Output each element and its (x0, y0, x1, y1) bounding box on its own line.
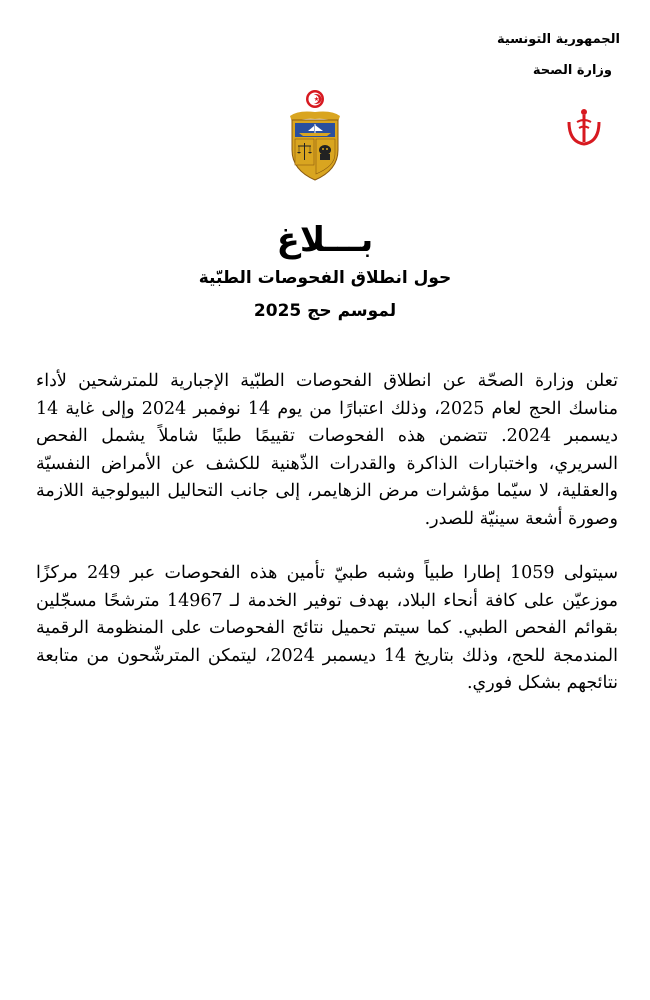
announcement-season: لموسم حج 2025 (253, 301, 397, 321)
republic-name: الجمهورية التونسية (496, 32, 620, 47)
announcement-subtitle: حول انطلاق الفحوصات الطبّية (198, 268, 452, 288)
body-paragraph-2: سيتولى 1059 إطارا طبياً وشبه طبيّ تأمين هذه الفحوصات عبر 249 مركزًا موزعيّن على كافة أنحاء البلاد، بهدف توفير الخدمة لـ 14967 مترشحًا مسجّلين بقوائم الفحص الطبي. كما سيتم تحميل نتائج الفحوصات على المنظومة الرقمية المندمجة للحج، وذلك بتاريخ 14 ديسمبر 2024، ليتمكن المترشّحون من متابعة نتائجهم بشكل فوري. (36, 563, 618, 693)
ministry-name: وزارة الصحة (532, 63, 612, 78)
announcement-title: بـــلاغ (276, 220, 374, 260)
ministry-of-health-logo-icon (565, 106, 603, 148)
letterhead (480, 32, 620, 78)
body-paragraph-1: تعلن وزارة الصحّة عن انطلاق الفحوصات الطبّية الإجبارية للمترشحين لأداء مناسك الحج لعام 2025، وذلك اعتبارًا من يوم 14 نوفمبر 2024 وإلى غاية 14 ديسمبر 2024. تتضمن هذه الفحوصات تقييمًا طبيًا شاملاً يشمل الفحص السريري، واختبارات الذاكرة والقدرات الذّهنية للكشف عن الأمراض النفسيّة والعقلية، لا سيّما مؤشرات مرض الزهايمر، إلى جانب التحاليل البيولوجية اللازمة وصورة أشعة سينيّة للصدر. (36, 371, 618, 529)
tunisia-coat-of-arms-icon (286, 88, 344, 183)
